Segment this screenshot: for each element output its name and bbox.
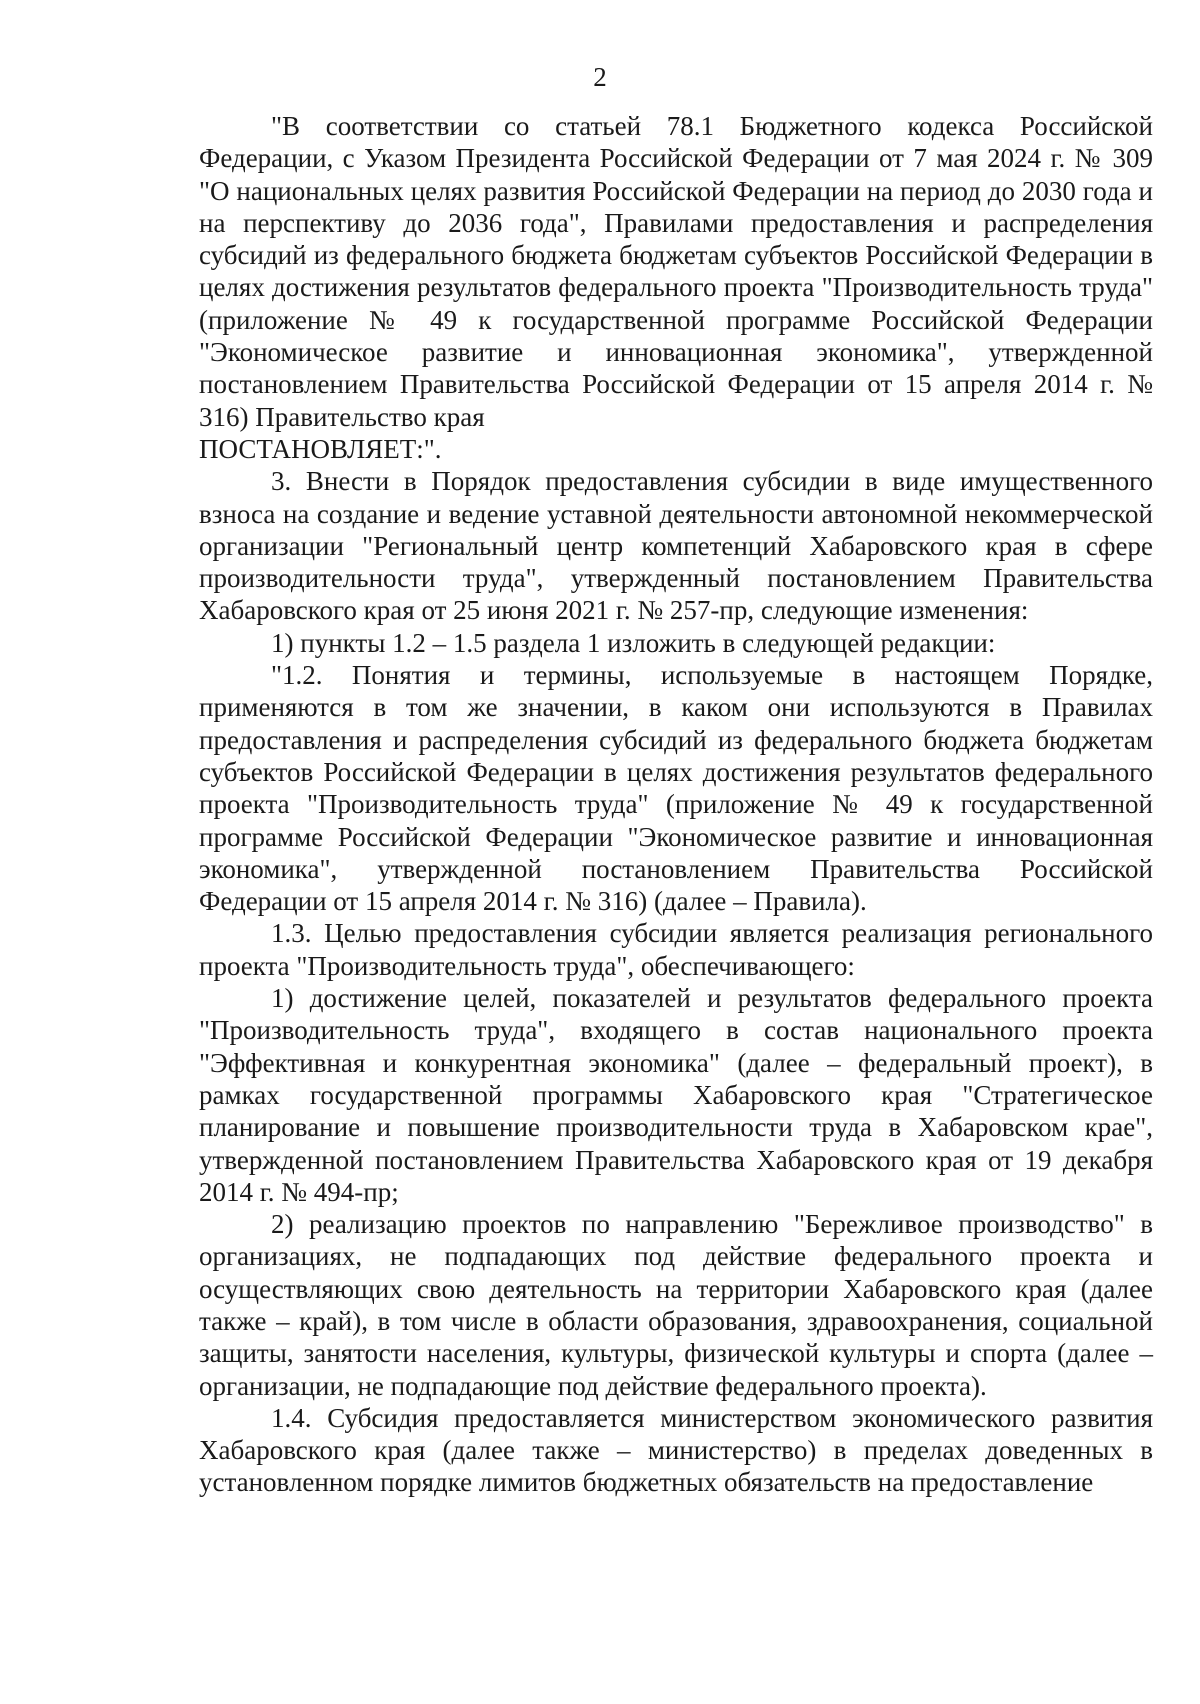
paragraph-item-3: 3. Внести в Порядок предоставления субсидии в виде имущественного взноса на создание и ведение уставной деятельности автономной некоммерческой организации "Региональный центр компетенций Хабаровского края в сфере производительности труда", утвержденный постановлением Правительства Хабаровского края от 25 июня 2021 г. № 257-пр, следующие изменения: <box>199 466 1153 626</box>
paragraph-subitem-1: 1) пункты 1.2 – 1.5 раздела 1 изложить в следующей редакции: <box>271 627 996 658</box>
paragraph-clause-1-3: 1.3. Целью предоставления субсидии является реализация регионального проекта "Производительность труда", обеспечивающего: <box>199 918 1153 981</box>
paragraph-clause-1-2: "1.2. Понятия и термины, используемые в настоящем Порядке, применяются в том же значении, в каком они используются в Правилах предоставления и распределения субсидий из федерального бюджета бюджетам субъектов Российской Федерации в целях достижения результатов федерального проекта "Производительность труда" (приложение № 49 к государственной программе Российской Федерации "Экономическое развитие и инновационная экономика", утвержденной постановлением Правительства Российской Федерации от 15 апреля 2014 г. № 316) (далее – Правила). <box>199 660 1153 917</box>
paragraph-clause-1-3-item-2: 2) реализацию проектов по направлению "Бережливое производство" в организациях, не подпадающих под действие федерального проекта и осуществляющих свою деятельность на территории Хабаровского края (далее также – край), в том числе в области образования, здравоохранения, социальной защиты, занятости населения, культуры, физической культуры и спорта (далее – организации, не подпадающие под действие федерального проекта). <box>199 1209 1153 1401</box>
paragraph-clause-1-3-item-1: 1) достижение целей, показателей и результатов федерального проекта "Производительность труда", входящего в состав национального проекта "Эффективная и конкурентная экономика" (далее – федеральный проект), в рамках государственной программы Хабаровского края "Стратегическое планирование и повышение производительности труда в Хабаровском крае", утвержденной постановлением Правительства Хабаровского края от 19 декабря 2014 г. № 494-пр; <box>199 983 1153 1207</box>
paragraph-resolves: ПОСТАНОВЛЯЕТ:". <box>199 433 442 464</box>
document-body <box>199 110 1153 1499</box>
paragraph-preamble: "В соответствии со статьей 78.1 Бюджетного кодекса Российской Федерации, с Указом Президента Российской Федерации от 7 мая 2024 г. № 309 "О национальных целях развития Российской Федерации на период до 2030 года и на перспективу до 2036 года", Правилами предоставления и распределения субсидий из федерального бюджета бюджетам субъектов Российской Федерации в целях достижения результатов федерального проекта "Производительность труда" (приложение № 49 к государственной программе Российской Федерации "Экономическое развитие и инновационная экономика", утвержденной постановлением Правительства Российской Федерации от 15 апреля 2014 г. № 316) Правительство края <box>199 111 1153 432</box>
page-number: 2 <box>593 62 607 92</box>
paragraph-clause-1-4: 1.4. Субсидия предоставляется министерством экономического развития Хабаровского края (далее также – министерство) в пределах доведенных в установленном порядке лимитов бюджетных обязательств на предоставление <box>199 1402 1153 1498</box>
